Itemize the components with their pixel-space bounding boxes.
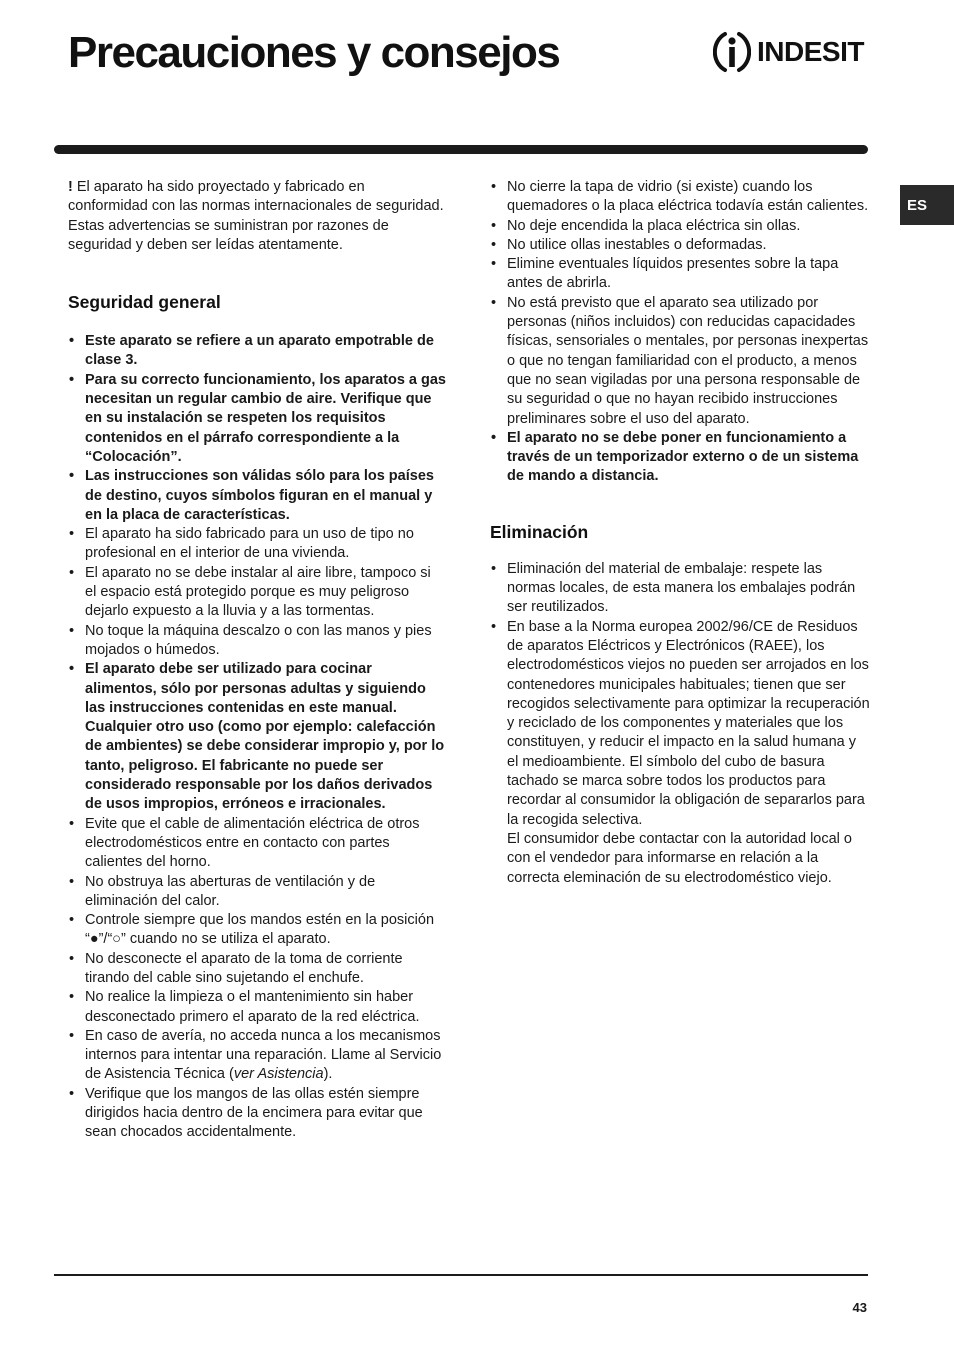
safety-list [68, 332, 446, 1142]
page-title: Precauciones y consejos [68, 28, 560, 77]
list-item: • No desconecte el aparato de la toma de corriente tirando del cable sino sujetando el enchufe. [68, 950, 446, 989]
safety-list-continued [490, 178, 870, 487]
list-item: • No cierre la tapa de vidrio (si existe) cuando los quemadores o la placa eléctrica todavía están calientes. [490, 178, 870, 217]
list-item: • El aparato debe ser utilizado para cocinar alimentos, sólo por personas adultas y siguiendo las instrucciones contenidas en este manual. Cualquier otro uso (como por ejemplo: calefacción de ambientes) se debe considerar impropio y, por lo tanto, peligroso. El fabricante no puede ser considerado responsable por los daños derivados de usos impropios, erróneos e irracionales. [68, 660, 446, 814]
list-item-text-end: ). [323, 1066, 333, 1083]
list-item: • Las instrucciones son válidas sólo para los países de destino, cuyos símbolos figuran en el manual y en la placa de características. [68, 467, 446, 525]
list-item: • El aparato ha sido fabricado para un uso de tipo no profesional en el interior de una vivienda. [68, 525, 446, 564]
list-item: • Elimine eventuales líquidos presentes sobre la tapa antes de abrirla. [490, 255, 870, 294]
brand-logo [713, 30, 864, 74]
list-item: • No obstruya las aberturas de ventilación y de eliminación del calor. [68, 873, 446, 912]
left-column [68, 178, 446, 1143]
list-item [490, 618, 870, 888]
list-item: • El aparato no se debe instalar al aire libre, tampoco si el espacio está protegido porque es muy peligroso dejarlo expuesto a la lluvia y a las tormentas. [68, 564, 446, 622]
list-item: • Para su correcto funcionamiento, los aparatos a gas necesitan un regular cambio de aire. Verifique que en su instalación se respeten los requisitos contenidos en el párrafo correspondiente a la “Colocación”. [68, 371, 446, 467]
top-divider [54, 145, 868, 154]
right-column [490, 178, 870, 888]
list-item [68, 1027, 446, 1085]
warning-mark: ! [68, 179, 73, 195]
list-item: • No toque la máquina descalzo o con las manos y pies mojados o húmedos. [68, 622, 446, 661]
intro-paragraph [68, 178, 446, 255]
language-tab: ES [900, 185, 954, 225]
section-heading-seguridad: Seguridad general [68, 292, 221, 313]
list-item: • Verifique que los mangos de las ollas estén siempre dirigidos hacia dentro de la encimera para evitar que sean chocados accidentalmente. [68, 1085, 446, 1143]
disposal-list [490, 560, 870, 888]
list-item: • No está previsto que el aparato sea utilizado por personas (niños incluidos) con reducidas capacidades físicas, sensoriales o mentales, por personas inexpertas o que no tengan familiaridad con el producto, a menos que no sean vigiladas por una persona responsable de su seguridad o que no hayan recibido instrucciones preliminares sobre el uso del aparato. [490, 294, 870, 429]
intro-text: El aparato ha sido proyectado y fabricado en conformidad con las normas internacionales de seguridad. Estas advertencias se suministran por razones de seguridad y deben ser leídas atentamente. [68, 179, 444, 253]
bottom-divider [54, 1274, 868, 1276]
list-item-text: En caso de avería, no acceda nunca a los mecanismos internos para intentar una reparación. Llame al Servicio de Asistencia Técnica ( [85, 1027, 442, 1083]
list-item: • Este aparato se refiere a un aparato empotrable de clase 3. [68, 332, 446, 371]
brand-name: INDESIT [757, 36, 864, 67]
list-item-continuation: El consumidor debe contactar con la autoridad local o con el vendedor para informarse en relación a la correcta eleminación de su electrodoméstico viejo. [507, 830, 852, 886]
assistance-reference: ver Asistencia [233, 1066, 324, 1083]
page-number: 43 [852, 1300, 867, 1315]
list-item-text: En base a la Norma europea 2002/96/CE de Residuos de aparatos Eléctricos y Electrónicos (RAEE), los electrodomésticos viejos no pueden ser arrojados en los contenedores municipales habituales; tienen que ser recogidos selectivamente para optimizar la recuperación y reciclado de los componentes y materiales que los constituyen, y reducir el impacto en la salud humana y el medioambiente. El símbolo del cubo de basura tachado se marca sobre todos los productos para recordar al consumidor la obligación de separarlos para la recogida selectiva. [507, 618, 870, 828]
list-item: • El aparato no se debe poner en funcionamiento a través de un temporizador externo o de un sistema de mando a distancia. [490, 429, 870, 487]
list-item: • No realice la limpieza o el mantenimiento sin haber desconectado primero el aparato de la red eléctrica. [68, 988, 446, 1027]
list-item: • No deje encendida la placa eléctrica sin ollas. [490, 217, 870, 236]
indesit-i-logo-icon [713, 30, 751, 74]
section-heading-eliminacion: Eliminación [490, 521, 589, 542]
list-item: • Controle siempre que los mandos estén en la posición “●”/“○” cuando no se utiliza el aparato. [68, 911, 446, 950]
list-item: • No utilice ollas inestables o deformadas. [490, 236, 870, 255]
list-item: • Eliminación del material de embalaje: respete las normas locales, de esta manera los embalajes podrán ser reutilizados. [490, 560, 870, 618]
list-item: • Evite que el cable de alimentación eléctrica de otros electrodomésticos entre en contacto con partes calientes del horno. [68, 815, 446, 873]
